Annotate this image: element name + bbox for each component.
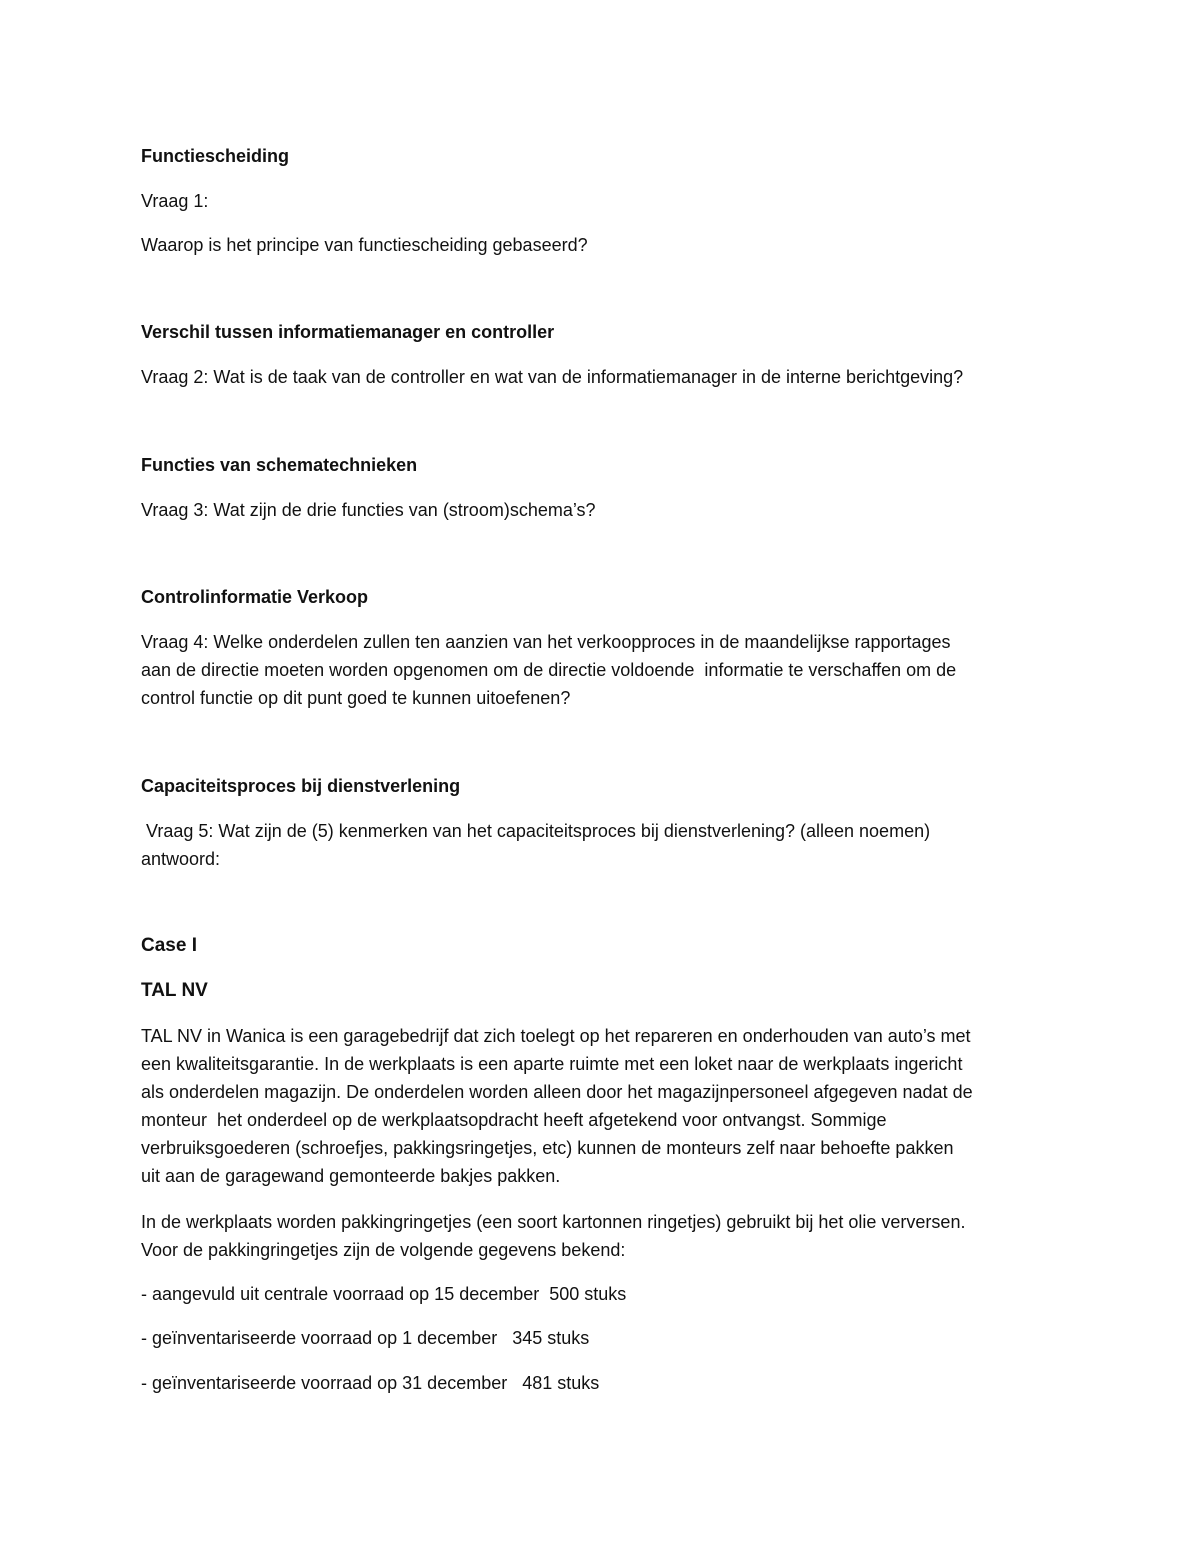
case-paragraph-line: TAL NV in Wanica is een garagebedrijf dat zich toelegt op het repareren en onderhouden van auto’s met <box>141 1026 971 1046</box>
case-paragraph-line: een kwaliteitsgarantie. In de werkplaats is een aparte ruimte met een loket naar de werkplaats ingericht <box>141 1054 963 1074</box>
section-heading-schematechnieken: Functies van schematechnieken <box>141 455 418 475</box>
question-label-1: Vraag 1: <box>141 191 209 211</box>
case-paragraph-line: In de werkplaats worden pakkingringetjes (een soort kartonnen ringetjes) gebruikt bij het olie verversen. <box>141 1212 966 1232</box>
section-heading-informatiemanager-controller: Verschil tussen informatiemanager en controller <box>141 322 555 342</box>
question-4-line: Vraag 4: Welke onderdelen zullen ten aanzien van het verkoopproces in de maandelijkse rapportages <box>141 632 951 652</box>
section-heading-capaciteitsproces: Capaciteitsproces bij dienstverlening <box>141 776 461 796</box>
case-paragraph-line: als onderdelen magazijn. De onderdelen worden alleen door het magazijnpersoneel afgegeven nadat de <box>141 1082 973 1102</box>
case-paragraph-line: Voor de pakkingringetjes zijn de volgende gegevens bekend: <box>141 1240 626 1260</box>
question-5-line: antwoord: <box>141 849 221 869</box>
section-heading-functiescheiding: Functiescheiding <box>141 146 290 166</box>
question-3-text: Vraag 3: Wat zijn de drie functies van (stroom)schema’s? <box>141 500 596 520</box>
question-5-line: Vraag 5: Wat zijn de (5) kenmerken van het capaciteitsproces bij dienstverlening? (alleen noemen) <box>141 821 931 841</box>
question-1-text: Waarop is het principe van functiescheiding gebaseerd? <box>141 235 588 255</box>
inventory-list-item: - geïnventariseerde voorraad op 31 december 481 stuks <box>141 1373 600 1393</box>
question-4-line: aan de directie moeten worden opgenomen om de directie voldoende informatie te verschaffen om de <box>141 660 957 680</box>
question-2-text: Vraag 2: Wat is de taak van de controller en wat van de informatiemanager in de interne berichtgeving? <box>141 367 964 387</box>
inventory-list-item: - aangevuld uit centrale voorraad op 15 december 500 stuks <box>141 1284 627 1304</box>
case-title: TAL NV <box>141 980 208 1001</box>
inventory-list-item: - geïnventariseerde voorraad op 1 december 345 stuks <box>141 1328 590 1348</box>
section-heading-controlinformatie-verkoop: Controlinformatie Verkoop <box>141 587 369 607</box>
case-label: Case I <box>141 935 197 956</box>
case-paragraph-line: verbruiksgoederen (schroefjes, pakkingsringetjes, etc) kunnen de monteurs zelf naar behoefte pakken <box>141 1138 954 1158</box>
question-4-line: control functie op dit punt goed te kunnen uitoefenen? <box>141 688 571 708</box>
case-paragraph-line: uit aan de garagewand gemonteerde bakjes pakken. <box>141 1166 561 1186</box>
case-paragraph-line: monteur het onderdeel op de werkplaatsopdracht heeft afgetekend voor ontvangst. Sommige <box>141 1110 887 1130</box>
